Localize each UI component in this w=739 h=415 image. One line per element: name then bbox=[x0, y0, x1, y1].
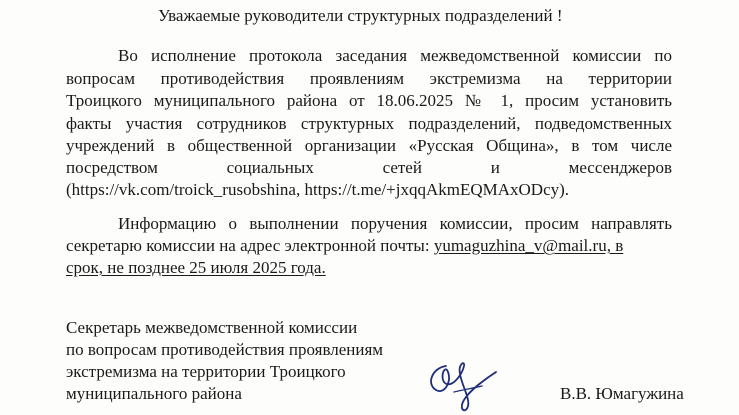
signature-title-line-4: муниципального района bbox=[66, 384, 242, 403]
signature-block bbox=[66, 318, 383, 404]
signature-title-line-3: экстремизма на территории Троицкого bbox=[66, 362, 346, 381]
paragraph2-line-2-suffix: в bbox=[610, 236, 624, 255]
signature-title-line-1: Секретарь межведомственной комиссии bbox=[66, 318, 358, 337]
paragraph1-line-4: факты участия сотрудников структурных подразделений, подведомственных bbox=[66, 114, 672, 133]
signer-name: В.В. Юмагужина bbox=[560, 384, 684, 403]
paragraph2-line-2 bbox=[66, 236, 672, 256]
greeting-heading: Уважаемые руководители структурных подразделений ! bbox=[158, 6, 563, 25]
handwritten-signature bbox=[418, 346, 508, 415]
email-link[interactable]: yumaguzhina_v@mail.ru, bbox=[433, 236, 611, 255]
paragraph1-line-3: Троицкого муниципального района от 18.06.2025 № 1, просим установить bbox=[66, 91, 672, 110]
paragraph1-line-2: вопросам противодействия проявлениям экстремизма на территории bbox=[66, 69, 672, 88]
paragraph1-line-6: посредством социальных сетей и мессенджеров bbox=[66, 158, 672, 177]
paragraph2-line-2-prefix: секретарю комиссии на адрес электронной почты: bbox=[66, 236, 434, 255]
paragraph1-line-1: Во исполнение протокола заседания межведомственной комиссии по bbox=[118, 46, 672, 65]
paragraph1-line-7: (https://vk.com/troick_rusobshina, https://t.me/+jxqqAkmEQMAxODcy). bbox=[66, 180, 570, 199]
deadline-text: срок, не позднее 25 июля 2025 года. bbox=[66, 258, 326, 277]
paragraph2-line-1: Информацию о выполнении поручения комиссии, просим направлять bbox=[118, 214, 672, 233]
paragraph1-line-5: учреждений в общественной организации «Русская Община», в том числе bbox=[66, 136, 672, 155]
signature-title-line-2: по вопросам противодействия проявлениям bbox=[66, 340, 384, 359]
